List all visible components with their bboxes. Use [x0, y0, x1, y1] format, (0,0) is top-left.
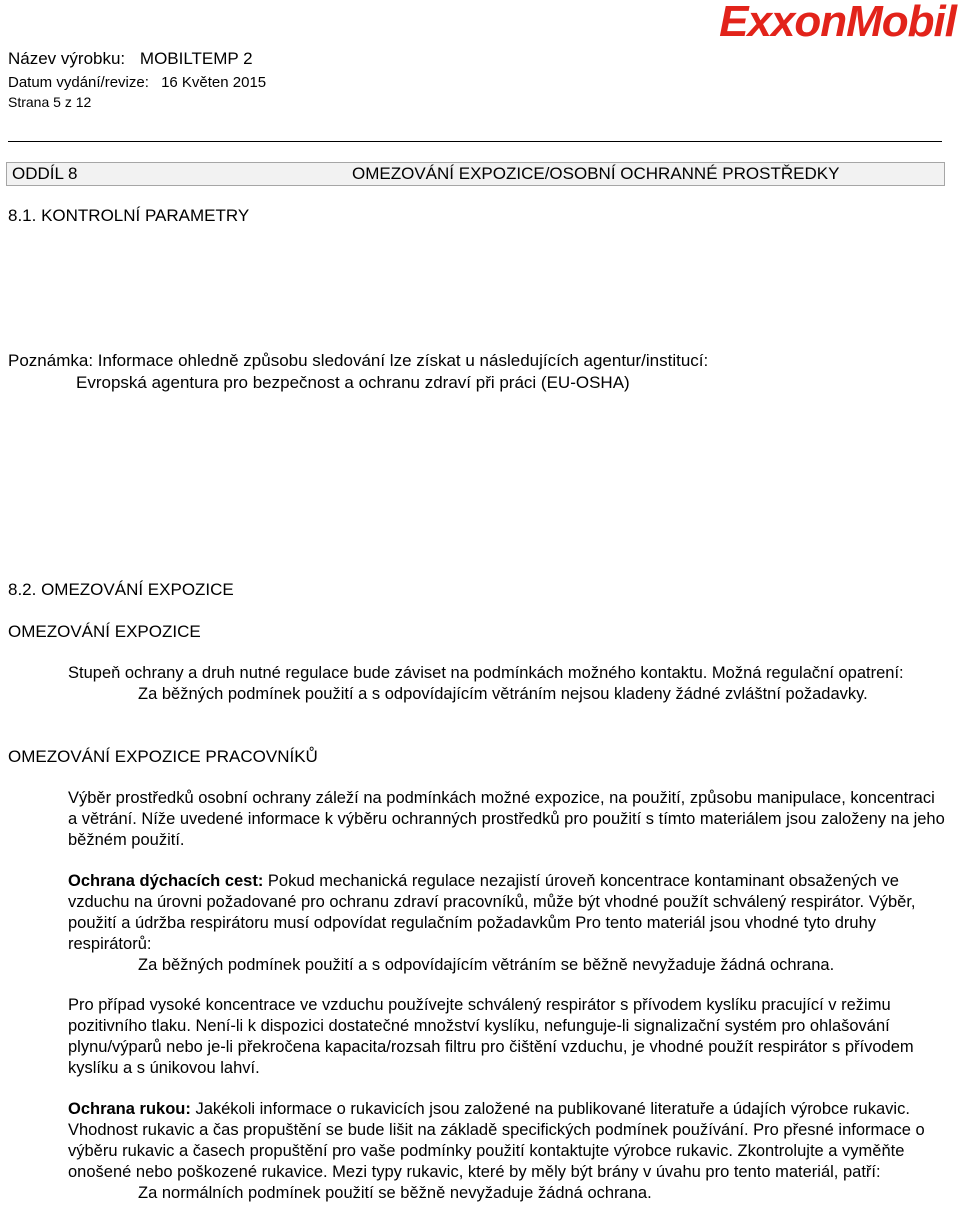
hand-indent: Za normálních podmínek použití se běžně nevyžaduje žádná ochrana.	[138, 1184, 652, 1202]
respiratory-indent: Za běžných podmínek použití a s odpovídajícím větráním se běžně nevyžaduje žádná ochrana.	[138, 956, 835, 974]
date-value: 16 Květen 2015	[161, 74, 267, 91]
header-divider	[8, 141, 942, 142]
paragraph-ppe-selection: Výběr prostředků osobní ochrany záleží na podmínkách možné expozice, na použití, způsobu manipulace, koncentraci a větrání. Níže uvedené informace k výběru ochranných prostředků pro použití s tímto materiálem jsou založeny na jeho běžném použití.	[68, 789, 945, 849]
issue-date-line	[8, 74, 266, 91]
section-number: ODDÍL 8	[12, 164, 78, 183]
section-title: OMEZOVÁNÍ EXPOZICE/OSOBNÍ OCHRANNÉ PROSTŘEDKY	[352, 164, 840, 183]
respiratory-text: Pokud mechanická regulace nezajistí úroveň koncentrace kontaminant obsažených ve vzduchu na úrovni požadované pro ochranu zdraví pracovníků, může být vhodné použít schválený respirátor. Výběr, použití a údržba respirátoru musí odpovídat regulačním požadavkům Pro tento materiál jsou vhodné tyto druhy respirátorů:	[68, 872, 916, 953]
paragraph-control-measures	[68, 663, 948, 705]
subheading-exposure-controls: OMEZOVÁNÍ EXPOZICE	[8, 622, 201, 641]
product-label: Název výrobku:	[8, 49, 126, 68]
heading-8-1: 8.1. KONTROLNÍ PARAMETRY	[8, 206, 250, 225]
note-line-1: Poznámka: Informace ohledně způsobu sledování lze získat u následujících agentur/institucí:	[8, 351, 709, 370]
paragraph-respiratory	[68, 871, 948, 976]
control-measures-indent: Za běžných podmínek použití a s odpovídajícím větráním nejsou kladeny žádné zvláštní požadavky.	[138, 685, 868, 703]
section-header-bar	[6, 162, 945, 186]
product-name-line	[8, 49, 253, 69]
hand-label: Ochrana rukou:	[68, 1100, 191, 1118]
page-number: Strana 5 z 12	[8, 94, 92, 110]
paragraph-hand-protection	[68, 1099, 948, 1204]
note-line-2: Evropská agentura pro bezpečnost a ochranu zdraví při práci (EU-OSHA)	[76, 373, 630, 392]
exxonmobil-logo	[719, 0, 956, 44]
paragraph-high-concentration: Pro případ vysoké koncentrace ve vzduchu používejte schválený respirátor s přívodem kyslíku pracující v režimu pozitivního tlaku. Není-li k dispozici dostatečné množství kyslíku, nefunguje-li signalizační systém pro ohlašování plynu/výparů nebo je-li překročena kapacita/rozsah filtru pro čištění vzduchu, je vhodné použít respirátor s přívodem kyslíku a s únikovou lahví.	[68, 996, 914, 1077]
subheading-worker-exposure: OMEZOVÁNÍ EXPOZICE PRACOVNÍKŮ	[8, 747, 318, 766]
respiratory-label: Ochrana dýchacích cest:	[68, 872, 264, 890]
logo-text: ExxonMobil	[719, 0, 956, 46]
date-label: Datum vydání/revize:	[8, 74, 149, 91]
control-measures-text: Stupeň ochrany a druh nutné regulace bude záviset na podmínkách možného kontaktu. Možná regulační opatrení:	[68, 664, 904, 682]
product-name: MOBILTEMP 2	[139, 49, 253, 68]
heading-8-2: 8.2. OMEZOVÁNÍ EXPOZICE	[8, 580, 234, 599]
hand-text: Jakékoli informace o rukavicích jsou založené na publikované literatuře a údajích výrobce rukavic. Vhodnost rukavic a čas propuštění se bude lišit na základě specifických podmínek používání. Pro přesné informace o výběru rukavic a časech propuštění pro vaše podmínky použití kontaktujte výrobce rukavic. Zkontrolujte a vyměňte onošené nebo poškozené rukavice. Mezi typy rukavic, které by měly být brány v úvahu pro tento materiál, patří:	[68, 1100, 925, 1181]
